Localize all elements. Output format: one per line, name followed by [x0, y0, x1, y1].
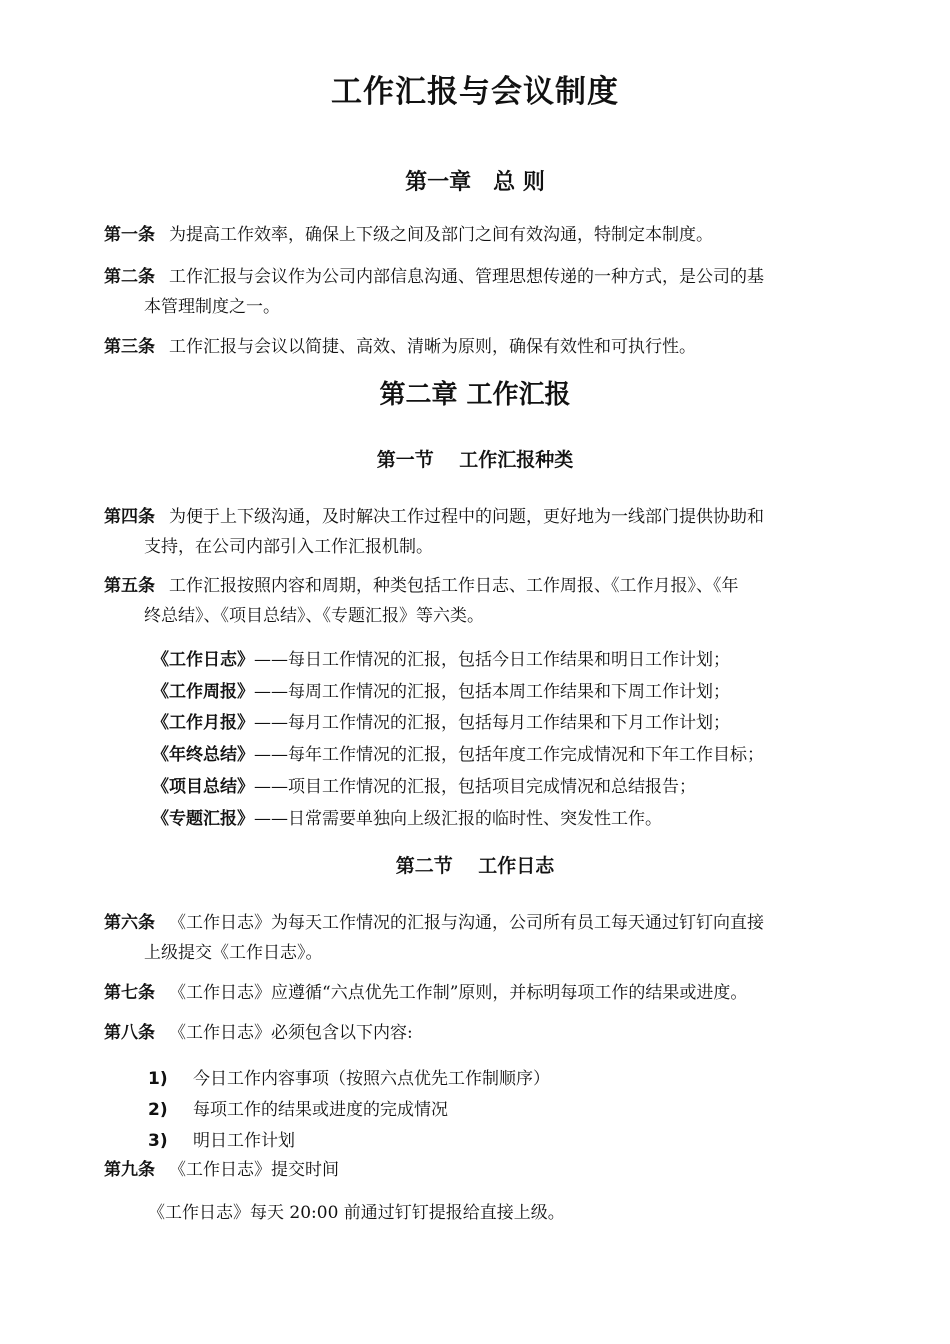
list-item-text: 今日工作内容事项（按照六点优先工作制顺序） — [193, 1069, 550, 1089]
article-6 — [104, 908, 846, 968]
report-type-name: 《工作日志》 — [152, 650, 254, 670]
list-item-number: 1) — [148, 1069, 168, 1089]
report-type-name: 《工作周报》 — [152, 682, 254, 702]
report-type-desc: ——日常需要单独向上级汇报的临时性、突发性工作。 — [254, 809, 662, 829]
chapter-1-heading: 第一章 总 则 — [405, 169, 545, 195]
article-5 — [104, 571, 846, 631]
chapter-2-heading: 第二章 工作汇报 — [379, 380, 571, 410]
report-type-item — [152, 776, 696, 798]
article-7-text: 《工作日志》应遵循“六点优先工作制”原则，并标明每项工作的结果或进度。 — [169, 983, 748, 1003]
article-3 — [104, 332, 846, 362]
report-type-name: 《项目总结》 — [152, 777, 254, 797]
report-type-item — [152, 744, 764, 766]
article-4-continuation: 支持，在公司内部引入工作汇报机制。 — [144, 537, 433, 557]
article-3-text: 工作汇报与会议以简捷、高效、清晰为原则，确保有效性和可执行性。 — [169, 337, 696, 357]
report-type-desc: ——每月工作情况的汇报，包括每月工作结果和下月工作计划； — [254, 713, 730, 733]
report-type-desc: ——每年工作情况的汇报，包括年度工作完成情况和下年工作目标； — [254, 745, 764, 765]
article-2-label: 第二条 — [104, 267, 155, 287]
list-item-text: 明日工作计划 — [193, 1131, 295, 1151]
article-8-text: 《工作日志》必须包含以下内容: — [169, 1023, 413, 1043]
article-8 — [104, 1018, 846, 1048]
article-1 — [104, 220, 846, 250]
report-type-item — [152, 681, 730, 703]
list-item-number: 3) — [148, 1131, 168, 1151]
report-type-desc: ——每周工作情况的汇报，包括本周工作结果和下周工作计划； — [254, 682, 730, 702]
list-item-number: 2) — [148, 1100, 168, 1120]
article-3-label: 第三条 — [104, 337, 155, 357]
article-7-label: 第七条 — [104, 983, 155, 1003]
report-type-item — [152, 712, 730, 734]
article-1-text: 为提高工作效率，确保上下级之间及部门之间有效沟通，特制定本制度。 — [169, 225, 713, 245]
list-item-text: 每项工作的结果或进度的完成情况 — [193, 1100, 448, 1120]
article-7 — [104, 978, 846, 1008]
article-2-continuation: 本管理制度之一。 — [144, 297, 280, 317]
report-type-name: 《工作月报》 — [152, 713, 254, 733]
report-type-item — [152, 649, 730, 671]
report-type-desc: ——项目工作情况的汇报，包括项目完成情况和总结报告； — [254, 777, 696, 797]
article-1-label: 第一条 — [104, 225, 155, 245]
article-4-text: 为便于上下级沟通，及时解决工作过程中的问题，更好地为一线部门提供协助和 — [169, 507, 764, 527]
article-9-label: 第九条 — [104, 1160, 155, 1180]
document-title: 工作汇报与会议制度 — [331, 74, 619, 110]
section-2-heading: 第二节 工作日志 — [395, 855, 555, 877]
article-6-label: 第六条 — [104, 913, 155, 933]
section-1-heading: 第一节 工作汇报种类 — [376, 449, 574, 471]
article-9 — [104, 1155, 846, 1185]
article-9-text: 《工作日志》提交时间 — [169, 1160, 339, 1180]
report-type-name: 《年终总结》 — [152, 745, 254, 765]
article-2-text: 工作汇报与会议作为公司内部信息沟通、管理思想传递的一种方式，是公司的基 — [169, 267, 764, 287]
article-8-label: 第八条 — [104, 1023, 155, 1043]
report-type-desc: ——每日工作情况的汇报，包括今日工作结果和明日工作计划； — [254, 650, 730, 670]
report-type-name: 《专题汇报》 — [152, 809, 254, 829]
article-5-continuation: 终总结》、《项目总结》、《专题汇报》等六类。 — [144, 606, 484, 626]
report-type-item — [152, 808, 662, 830]
article-5-label: 第五条 — [104, 576, 155, 596]
article-6-text: 《工作日志》为每天工作情况的汇报与沟通，公司所有员工每天通过钉钉向直接 — [169, 913, 764, 933]
article-4 — [104, 502, 846, 562]
article-6-continuation: 上级提交《工作日志》。 — [144, 943, 323, 963]
article-4-label: 第四条 — [104, 507, 155, 527]
article-5-text: 工作汇报按照内容和周期，种类包括工作日志、工作周报、《工作月报》、《年 — [169, 576, 739, 596]
submit-time-note: 《工作日志》每天 20:00 前通过钉钉提报给直接上级。 — [148, 1203, 565, 1223]
article-2 — [104, 262, 846, 322]
